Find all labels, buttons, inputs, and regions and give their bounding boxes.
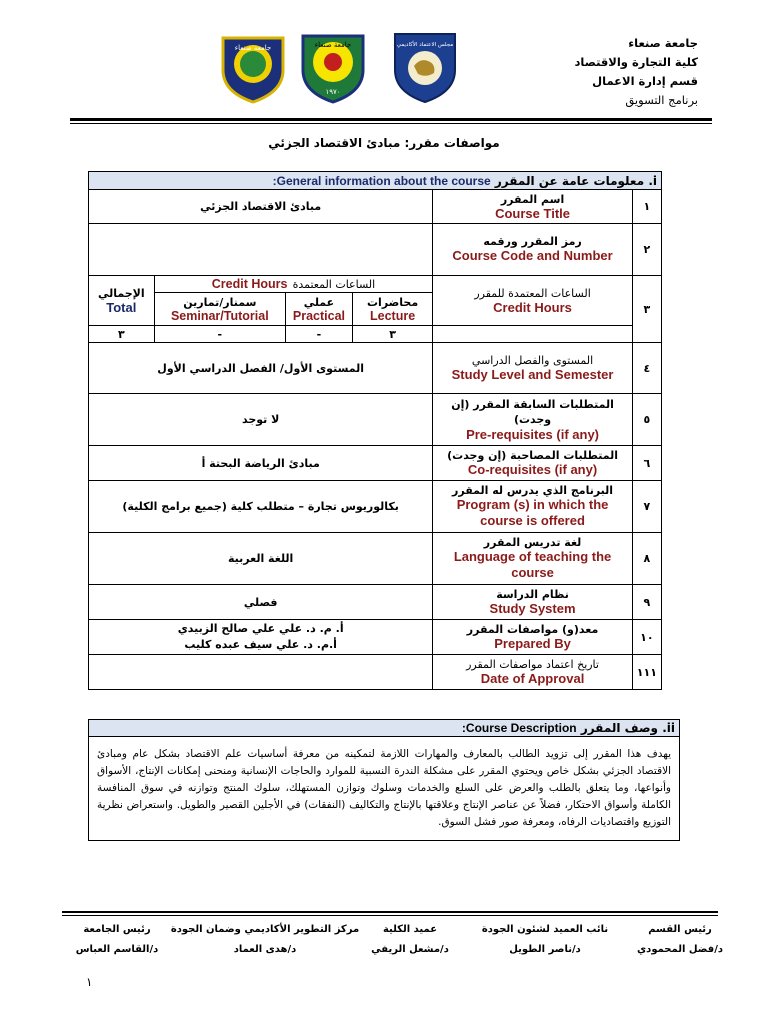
signature-role: رئيس الجامعة [83, 924, 151, 935]
header-divider-thin [70, 123, 712, 124]
row-label-ar: البرنامج الذي يدرس له المقرر [452, 484, 614, 497]
university-shield-logo-left [218, 28, 288, 104]
row-label-ar: لغة تدريس المقرر [483, 536, 582, 549]
signature-vice-dean-quality [470, 920, 620, 960]
lecture-label-ar: محاضرات [367, 295, 419, 309]
row-label-en: Program (s) in which the course is offered [456, 497, 609, 528]
row-label-ar: نظام الدراسة [496, 588, 569, 601]
logos-group [218, 28, 468, 104]
lecture-value: ٣ [352, 326, 433, 343]
program-value: بكالوريوس تجارة – متطلب كلية (جميع برامج الكلية) [89, 481, 433, 533]
accreditation-council-logo [390, 28, 460, 104]
row-label-ar: تاريخ اعتماد مواصفات المقرر [466, 658, 599, 671]
section1-header-row [89, 172, 662, 190]
row-label-en: Date of Approval [480, 671, 585, 686]
row-number: ٧ [632, 481, 661, 533]
signature-name: د/مشعل الريفي [371, 944, 449, 955]
signature-name: د/ناصر الطويل [509, 944, 581, 955]
seminar-label-en: Seminar/Tutorial [170, 308, 269, 323]
table-row [89, 394, 662, 446]
row-label-ar: معد(و) مواصفات المقرر [466, 623, 599, 636]
footer-divider-thick [62, 911, 718, 913]
footer-divider-thin [62, 915, 718, 916]
header-line-college: كلية التجارة والاقتصاد [574, 55, 698, 69]
credit-hours-values-row [89, 326, 662, 343]
document-title: مواصفات مقرر: مبادئ الاقتصاد الجزئي [268, 136, 500, 150]
course-title-value: مبادئ الاقتصاد الجزئي [89, 190, 433, 224]
svg-text:جامعة صنعاء: جامعة صنعاء [314, 41, 352, 49]
prerequisites-value: لا توجد [89, 394, 433, 446]
seminar-value: - [154, 326, 285, 343]
section2-title-en: Course Description: [461, 721, 577, 735]
approval-date-value [89, 655, 433, 690]
signature-dean [355, 920, 465, 960]
row-label-en: Course Code and Number [452, 248, 613, 263]
header-line-program: برنامج التسويق [625, 93, 698, 107]
language-value: اللغة العربية [89, 533, 433, 585]
table-row [89, 190, 662, 224]
page-number: ١ [86, 975, 93, 989]
signature-role: مركز التطوير الأكاديمي وضمان الجودة [170, 924, 360, 935]
credit-hours-group-row [89, 276, 662, 293]
row-label-ar: رمز المقرر ورقمه [483, 235, 582, 248]
row-number: ١٠ [632, 620, 661, 655]
row-number: ٥ [632, 394, 661, 446]
header-line-department: قسم إدارة الاعمال [592, 74, 698, 88]
total-label-en: Total [106, 299, 137, 315]
signature-name: د/هدى العماد [233, 944, 297, 955]
table-row [89, 585, 662, 620]
credit-label-ar: الساعات المعتمدة للمقرر [474, 286, 591, 300]
signature-role: نائب العميد لشئون الجودة [481, 924, 609, 935]
table-row [89, 446, 662, 481]
credit-group-label-en: Credit Hours [211, 277, 288, 291]
header-divider-thick [70, 118, 712, 121]
section1-title-ar: معلومات عامة عن المقرر [494, 173, 645, 188]
row-label-en: Study System [489, 601, 576, 616]
study-level-value: المستوى الأول/ الفصل الدراسي الأول [89, 343, 433, 394]
row-label-ar: المتطلبات المصاحبة (إن وجدت) [447, 449, 618, 462]
credit-label-en: Credit Hours [493, 299, 572, 315]
header-line-university: جامعة صنعاء [628, 36, 698, 50]
table-row [89, 533, 662, 585]
row-label-en: Pre-requisites (if any) [466, 427, 600, 442]
signature-quality-center [170, 920, 360, 960]
signature-name: د/القاسم العباس [75, 944, 159, 955]
row-label-ar: اسم المقرر [500, 192, 565, 206]
row-label-en: Language of teaching the course [453, 549, 612, 580]
row-label-ar: المتطلبات السابقة المقرر (إن وجدت) [451, 398, 614, 426]
total-value: ٣ [89, 326, 155, 343]
total-label-ar: الإجمالي [97, 286, 145, 300]
course-code-value [89, 224, 433, 276]
row-number: ٤ [632, 343, 661, 394]
section1-number: i. [648, 173, 657, 188]
course-description-text: يهدف هذا المقرر إلى تزويد الطالب بالمعارف والمهارات اللازمة لتمكينه من معرفة أساسيات علم الاقتصاد بشكل عام ومبادئ الاقتصاد الجزئي بشكل خاص ويحتوي المقرر على مشكلة الندرة النسبية للموارد والحاجات الإنسانية ومنحنى إمكانات الإنتاج، الأسواق وأنواعها، وما يتعلق بالطلب والعرض على السلع والخدمات وسلوك وتوازن المستهلك، سلوك المنتج وتوازنه في سوق المنافسة الكاملة وأسواق الاحتكار، فضلاً عن عناصر الإنتاج وعلاقتها بالإنتاج والتكاليف (النفقات) في الأجلين القصير والطويل. واستعراض نظرية التوزيع واقتصاديات الرفاه، ومعرفة صور فشل السوق. [89, 737, 680, 841]
section2-title-ar: وصف المقرر [580, 721, 659, 735]
svg-text:مجلس الاعتماد الأكاديمي: مجلس الاعتماد الأكاديمي [396, 42, 454, 48]
row-label-en: Prepared By [494, 636, 571, 651]
table-row [89, 224, 662, 276]
row-number: ١ [632, 190, 661, 224]
table-row [89, 620, 662, 655]
row-label-en: Course Title [495, 205, 570, 221]
row-label-en: Study Level and Semester [451, 366, 614, 382]
course-description-table [88, 719, 680, 841]
practical-value: - [286, 326, 353, 343]
signature-university-president [62, 920, 172, 960]
table-row [89, 655, 662, 690]
row-number: ٣ [632, 276, 661, 343]
row-number: ٩ [632, 585, 661, 620]
general-info-table [88, 171, 662, 690]
institution-header [498, 34, 698, 110]
preparer-2: أ.م. د. علي سيف عبده كليب [184, 638, 337, 651]
credit-group-label-ar: الساعات المعتمدة [292, 278, 376, 291]
corequisites-value: مبادئ الرياضة البحتة أ [89, 446, 433, 481]
practical-label-ar: عملي [303, 295, 335, 309]
row-number: ٦ [632, 446, 661, 481]
signature-role: عميد الكلية [382, 924, 438, 935]
row-number: ١١١ [632, 655, 661, 690]
row-label-ar: المستوى والفصل الدراسي [471, 353, 594, 367]
lecture-label-en: Lecture [370, 308, 416, 323]
section1-title-en: General information about the course: [272, 173, 491, 188]
signature-role: رئيس القسم [648, 924, 712, 935]
row-number: ٨ [632, 533, 661, 585]
row-label-en: Co-requisites (if any) [467, 462, 598, 477]
svg-text:جامعة صنعاء: جامعة صنعاء [234, 44, 272, 52]
row-number: ٢ [632, 224, 661, 276]
university-shield-logo-middle [298, 28, 368, 104]
section2-number: ii. [662, 721, 675, 735]
section2-header-row [89, 720, 680, 737]
signature-head-of-department [620, 920, 740, 960]
table-row [89, 343, 662, 394]
seminar-label-ar: سمنار/تمارين [183, 295, 257, 309]
svg-text:١٩٧٠: ١٩٧٠ [325, 88, 341, 96]
preparer-1: أ. م. د. علي علي صالح الزبيدي [177, 622, 344, 635]
table-row [89, 481, 662, 533]
study-system-value: فصلي [89, 585, 433, 620]
practical-label-en: Practical [292, 308, 345, 323]
signature-name: د/فضل المحمودي [637, 944, 723, 955]
